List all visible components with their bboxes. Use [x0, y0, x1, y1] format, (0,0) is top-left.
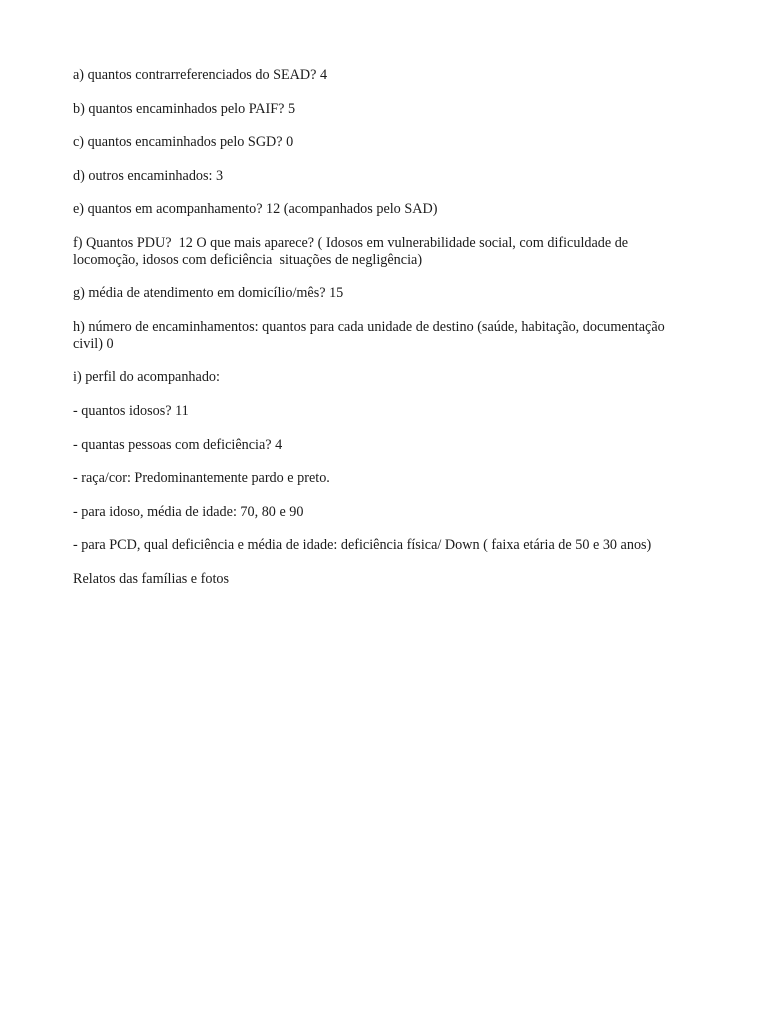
perfil-idade-idoso: - para idoso, média de idade: 70, 80 e 90 — [73, 503, 304, 520]
item-g-media-atendimento: g) média de atendimento em domicílio/mês? 15 — [73, 285, 344, 302]
item-i-perfil: i) perfil do acompanhado: — [73, 369, 220, 386]
item-a-sead: a) quantos contrarreferenciados do SEAD? 4 — [73, 67, 328, 83]
item-e-acompanhamento: e) quantos em acompanhamento? 12 (acompanhados pelo SAD) — [73, 201, 438, 218]
document-page — [73, 67, 695, 605]
item-h-encaminhamentos: h) número de encaminhamentos: quantos para cada unidade de destino (saúde, habitação, documentação civil) 0 — [73, 318, 669, 352]
perfil-idosos: - quantos idosos? 11 — [73, 402, 189, 419]
perfil-raca-cor: - raça/cor: Predominantemente pardo e preto. — [73, 470, 330, 487]
item-d-outros: d) outros encaminhados: 3 — [73, 167, 224, 184]
item-b-paif: b) quantos encaminhados pelo PAIF? 5 — [73, 100, 296, 117]
perfil-deficiencia-pcd: - para PCD, qual deficiência e média de idade: deficiência física/ Down ( faixa etária de 50 e 30 anos) — [73, 537, 652, 554]
item-c-sgd: c) quantos encaminhados pelo SGD? 0 — [73, 134, 294, 151]
item-f-pdu: f) Quantos PDU? 12 O que mais aparece? ( Idosos em vulnerabilidade social, com dificuldade de locomoção, idosos com deficiência situações de negligência) — [73, 234, 632, 268]
relatos-fotos: Relatos das famílias e fotos — [73, 570, 230, 587]
perfil-pcd: - quantas pessoas com deficiência? 4 — [73, 436, 283, 453]
